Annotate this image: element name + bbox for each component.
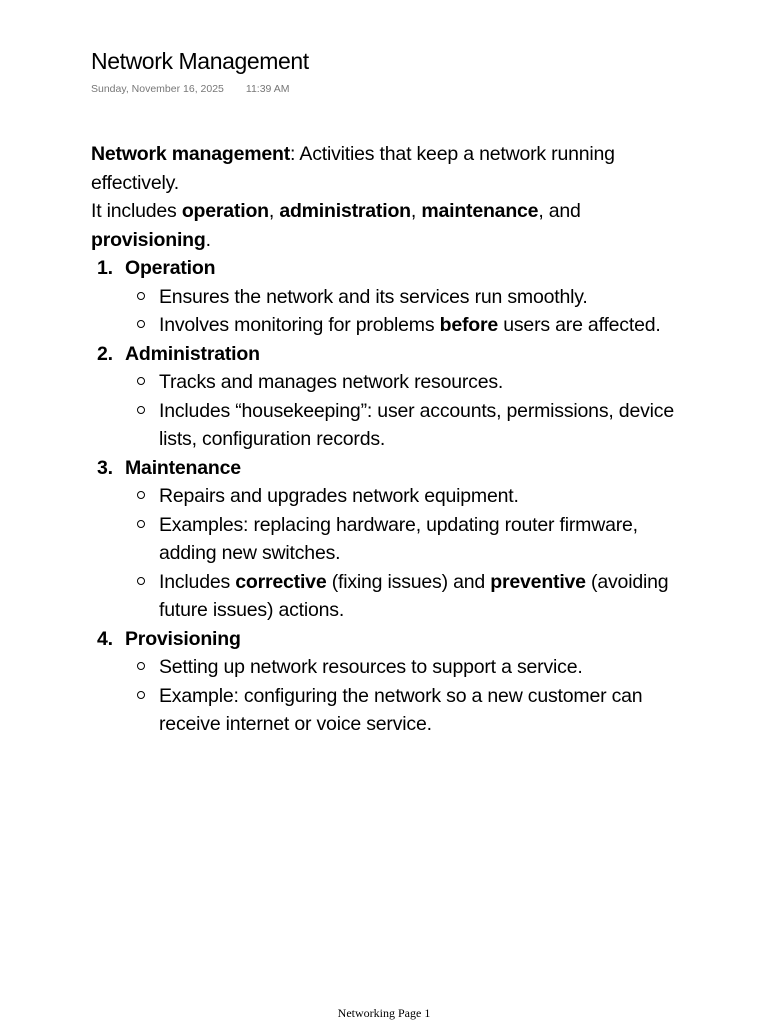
- bullet-circle-icon: [137, 691, 145, 699]
- keyword-provisioning: provisioning: [91, 228, 206, 251]
- keyword-maintenance: maintenance: [421, 200, 539, 222]
- section-number: 2.: [97, 342, 113, 365]
- bullet-list: [125, 368, 691, 454]
- section-maintenance: [91, 454, 691, 625]
- bullet-text: Includes: [159, 570, 236, 593]
- bullet-bold-text: before: [439, 314, 499, 336]
- bullet-text: users are affected.: [498, 314, 661, 336]
- separator: .: [205, 228, 211, 251]
- separator: ,: [268, 200, 280, 222]
- note-date: Sunday, November 16, 2025: [91, 83, 224, 95]
- note-metadata: [91, 83, 289, 95]
- bullet-text: Tracks and manages network resources.: [159, 371, 504, 393]
- bullet-item: [125, 482, 691, 511]
- bullet-item: [125, 397, 691, 454]
- bullet-text: (avoiding future issues) actions.: [159, 570, 669, 621]
- bullet-item: [125, 568, 691, 625]
- definition-paragraph: [91, 140, 691, 197]
- bullet-circle-icon: [137, 320, 145, 328]
- keyword-operation: operation: [181, 200, 269, 222]
- page-title: Network Management: [91, 48, 309, 74]
- term-bold: Network management: [91, 143, 291, 165]
- bullet-circle-icon: [137, 520, 145, 528]
- section-title: Operation: [125, 257, 216, 279]
- note-time: 11:39 AM: [245, 83, 290, 95]
- bullet-text: Ensures the network and its services run smoothly.: [159, 285, 588, 308]
- section-title: Provisioning: [125, 627, 241, 650]
- bullet-bold-text: preventive: [490, 570, 586, 593]
- bullet-text: Setting up network resources to support a service.: [159, 656, 583, 678]
- bullet-item: [125, 368, 691, 397]
- includes-text: It includes: [91, 200, 182, 222]
- bullet-item: [125, 311, 691, 340]
- bullet-text: Includes “housekeeping”: user accounts, permissions, device lists, configuration records.: [159, 399, 674, 450]
- section-title: Maintenance: [125, 456, 241, 479]
- bullet-item: [125, 283, 691, 312]
- bullet-circle-icon: [137, 406, 145, 414]
- bullet-list: [125, 482, 691, 625]
- bullet-circle-icon: [137, 577, 145, 585]
- includes-paragraph: [91, 197, 691, 254]
- section-provisioning: [91, 625, 691, 739]
- bullet-list: [125, 653, 691, 739]
- section-operation: [91, 254, 691, 340]
- bullet-circle-icon: [137, 662, 145, 670]
- section-number: 4.: [97, 627, 113, 650]
- bullet-bold-text: corrective: [235, 570, 327, 593]
- separator: , and: [538, 200, 581, 222]
- note-body: [91, 140, 691, 739]
- keyword-administration: administration: [279, 200, 411, 222]
- sections-list: [91, 254, 691, 739]
- page-footer: Networking Page 1: [337, 1006, 431, 1020]
- bullet-circle-icon: [137, 491, 145, 499]
- definition-text: : Activities that keep a network running effectively.: [91, 143, 615, 194]
- bullet-circle-icon: [137, 292, 145, 300]
- bullet-text: Involves monitoring for problems: [159, 314, 440, 336]
- bullet-text: Repairs and upgrades network equipment.: [159, 485, 519, 507]
- bullet-circle-icon: [137, 377, 145, 385]
- bullet-text: (fixing issues) and: [326, 570, 491, 593]
- separator: ,: [410, 200, 422, 222]
- section-administration: [91, 340, 691, 454]
- section-number: 3.: [97, 456, 113, 479]
- bullet-item: [125, 511, 691, 568]
- bullet-list: [125, 283, 691, 340]
- section-title: Administration: [125, 342, 260, 365]
- bullet-item: [125, 682, 691, 739]
- bullet-item: [125, 653, 691, 682]
- section-number: 1.: [97, 257, 113, 279]
- bullet-text: Example: configuring the network so a new customer can receive internet or voice service.: [159, 684, 643, 735]
- bullet-text: Examples: replacing hardware, updating router firmware, adding new switches.: [159, 513, 638, 564]
